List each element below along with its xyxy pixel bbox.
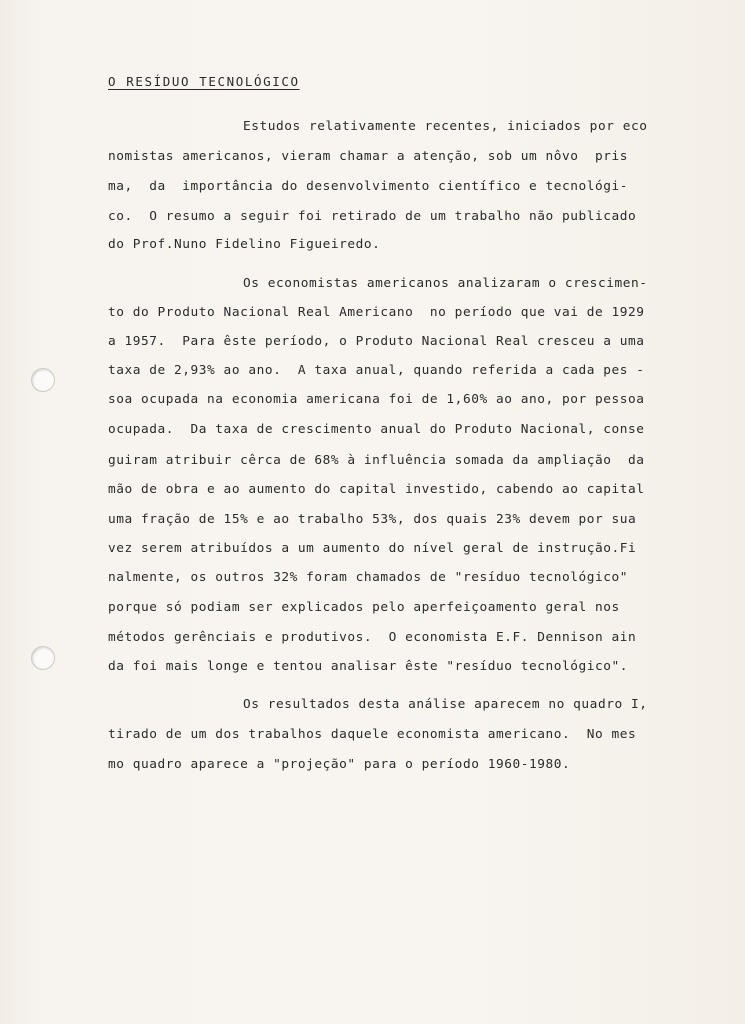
text-line: co. O resumo a seguir foi retirado de um trabalho não publicado: [108, 209, 637, 224]
punch-hole-top: [31, 368, 55, 392]
text-line: métodos gerênciais e produtivos. O economista E.F. Dennison ain: [108, 630, 637, 645]
text-line: Estudos relativamente recentes, iniciados por eco: [243, 119, 648, 134]
text-line: taxa de 2,93% ao ano. A taxa anual, quando referida a cada pes -: [108, 363, 645, 378]
text-line: tirado de um dos trabalhos daquele economista americano. No mes: [108, 727, 637, 742]
text-line: da foi mais longe e tentou analisar êste "resíduo tecnológico".: [108, 659, 629, 674]
text-line: ma, da importância do desenvolvimento científico e tecnológi-: [108, 179, 629, 194]
text-line: soa ocupada na economia americana foi de 1,60% ao ano, por pessoa: [108, 392, 645, 407]
text-line: uma fração de 15% e ao trabalho 53%, dos quais 23% devem por sua: [108, 512, 637, 527]
text-line: vez serem atribuídos a um aumento do nível geral de instrução.Fi: [108, 541, 637, 556]
text-line: guiram atribuir cêrca de 68% à influência somada da ampliação da: [108, 453, 645, 468]
text-line: ocupada. Da taxa de crescimento anual do Produto Nacional, conse: [108, 422, 645, 437]
text-line: porque só podiam ser explicados pelo aperfeiçoamento geral nos: [108, 600, 620, 615]
text-line: mo quadro aparece a "projeção" para o período 1960-1980.: [108, 757, 571, 772]
text-line: nalmente, os outros 32% foram chamados de "resíduo tecnológico": [108, 570, 629, 585]
text-line: mão de obra e ao aumento do capital investido, cabendo ao capital: [108, 482, 645, 497]
text-line: Os resultados desta análise aparecem no quadro I,: [243, 697, 648, 712]
text-line: to do Produto Nacional Real Americano no período que vai de 1929: [108, 305, 645, 320]
text-line: a 1957. Para êste período, o Produto Nacional Real cresceu a uma: [108, 334, 645, 349]
text-line: do Prof.Nuno Fidelino Figueiredo.: [108, 237, 381, 252]
text-line: nomistas americanos, vieram chamar a atenção, sob um nôvo pris: [108, 149, 629, 164]
punch-hole-bottom: [31, 646, 55, 670]
text-line: Os economistas americanos analizaram o crescimen-: [243, 276, 648, 291]
document-title: O RESÍDUO TECNOLÓGICO: [108, 74, 300, 89]
